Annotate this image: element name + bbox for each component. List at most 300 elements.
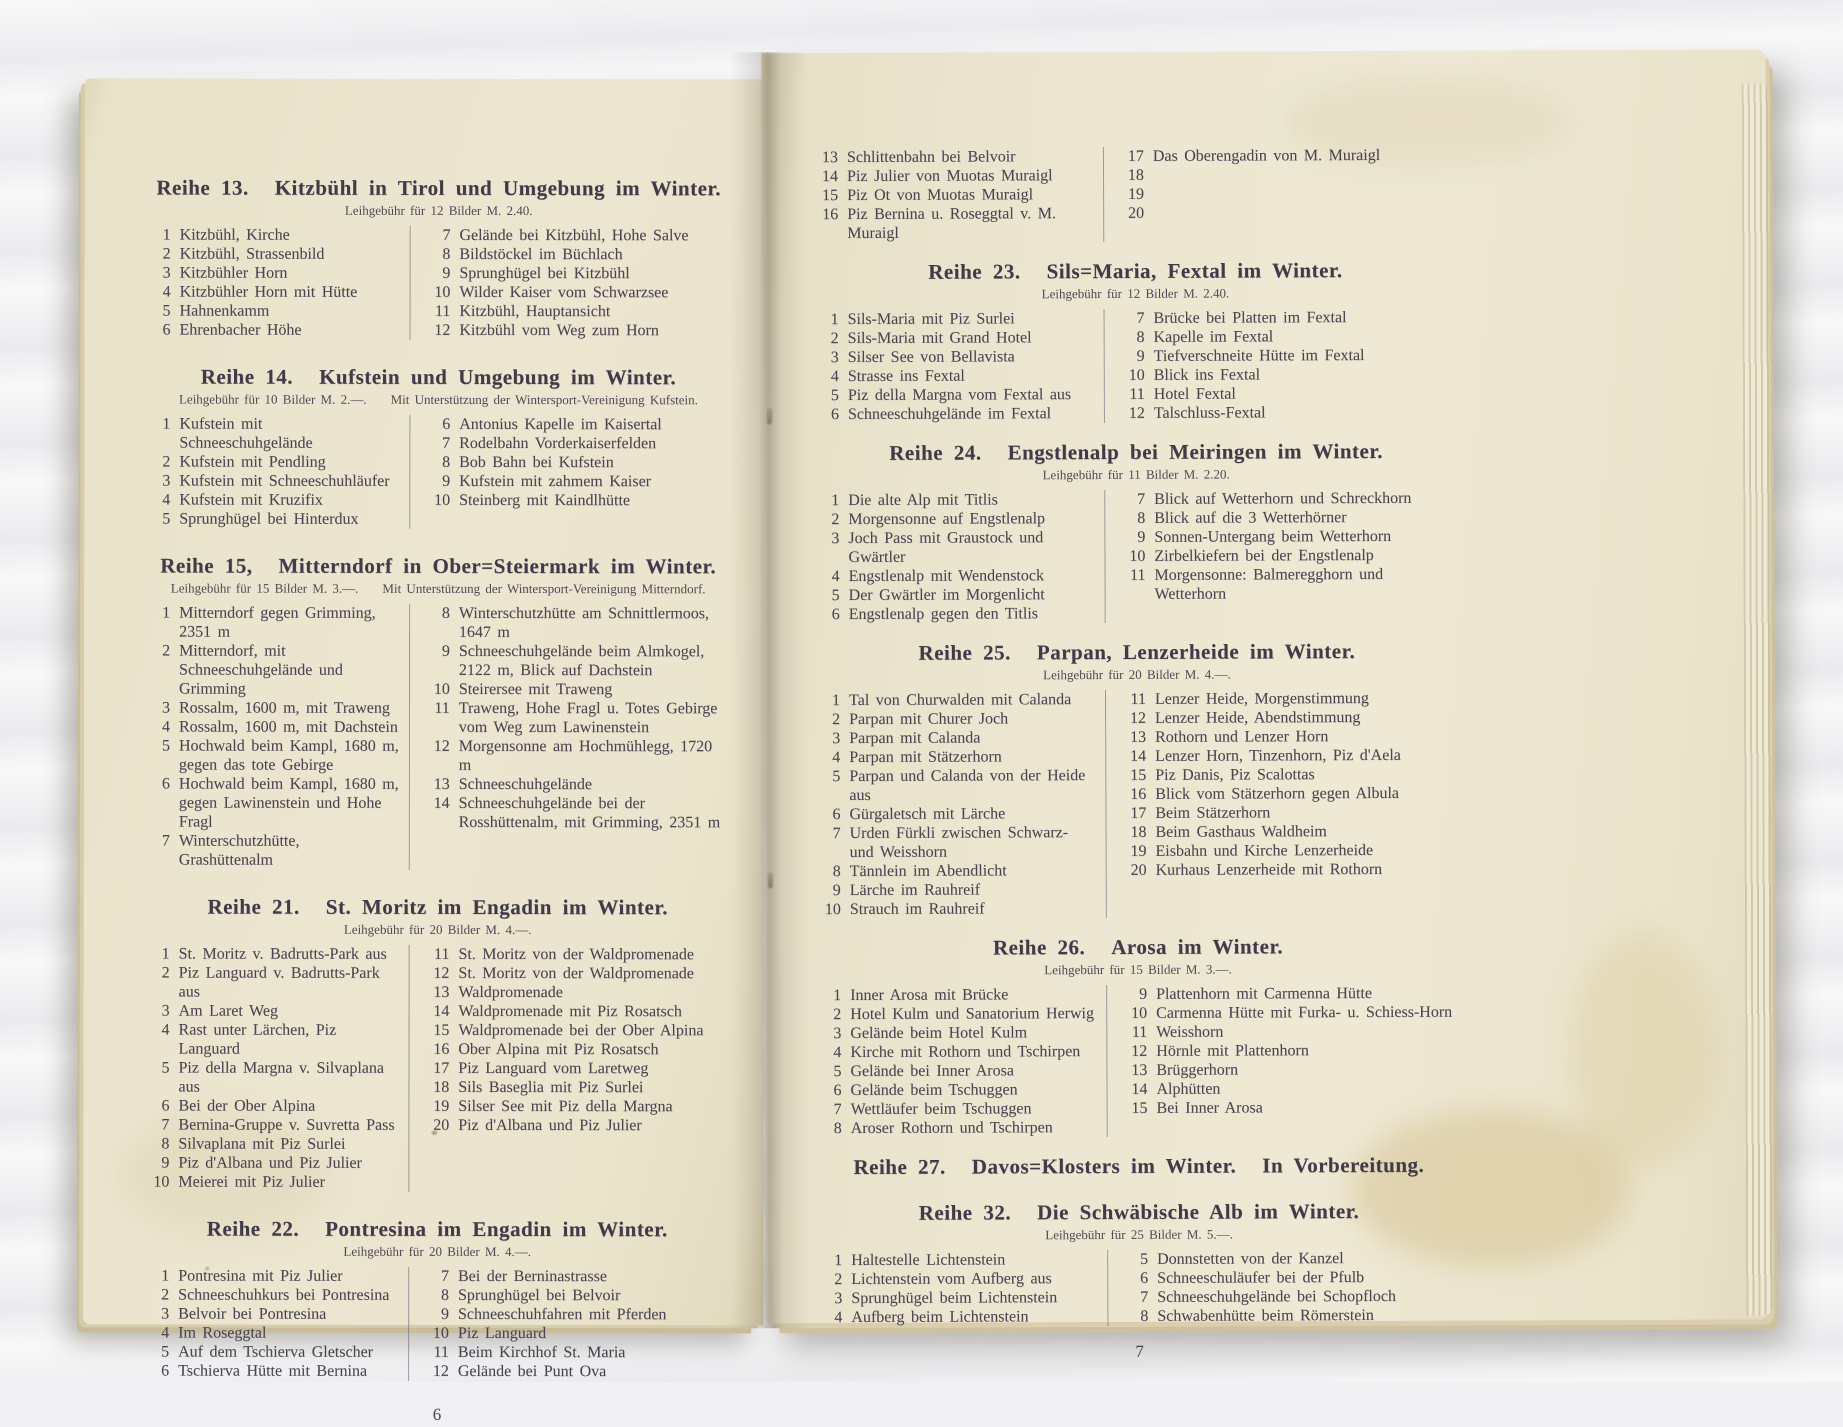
item-number: 9 [1136, 347, 1145, 365]
item-text: Silvaplana mit Piz Surlei [178, 1135, 346, 1153]
catalog-item [1123, 1003, 1459, 1023]
catalog-item [146, 944, 399, 963]
item-columns [815, 308, 1457, 424]
item-number: 11 [1130, 566, 1146, 584]
series-status: In Vorbereitung. [1262, 1152, 1425, 1178]
item-text: Kufstein mit Schneeschuhgelände [179, 415, 313, 452]
item-number: 11 [1129, 385, 1145, 403]
item-number: 3 [833, 1025, 842, 1043]
catalog-item [814, 204, 1093, 243]
item-number: 9 [442, 472, 451, 490]
item-number: 4 [161, 1324, 170, 1342]
item-number: 13 [433, 775, 450, 793]
series-fee-line [818, 1226, 1460, 1244]
item-column-2 [409, 604, 731, 870]
item-text: Schneeschuhgelände bei Schopfloch [1157, 1287, 1396, 1306]
series-number-label: Reihe 15, [160, 553, 253, 578]
series-heading [146, 552, 730, 579]
item-text: Tiefverschneite Hütte im Fextal [1153, 347, 1365, 365]
catalog-item [147, 320, 400, 339]
item-text: Rossalm, 1600 m, mit Traweng [178, 699, 390, 717]
item-number: 10 [434, 491, 451, 509]
item-number: 5 [833, 1063, 842, 1081]
item-text: Gelände beim Hotel Kulm [850, 1024, 1028, 1043]
item-text: Lichtenstein vom Aufberg aus [851, 1270, 1052, 1289]
catalog-item [1121, 546, 1457, 566]
item-column-1 [145, 944, 408, 1191]
catalog-item [425, 983, 729, 1002]
item-number: 15 [1130, 766, 1147, 784]
item-columns [146, 414, 730, 529]
catalog-item [425, 1267, 729, 1286]
item-number: 7 [161, 1116, 170, 1134]
item-number: 20 [1130, 861, 1147, 879]
item-text: St. Moritz v. Badrutts-Park aus [178, 945, 387, 963]
item-number: 2 [161, 964, 170, 982]
catalog-item [818, 1099, 1097, 1119]
item-text: Blick auf die 3 Wetterhörner [1154, 509, 1347, 527]
fee-text: Leihgebühr für 20 Bilder M. 4.—. [343, 1243, 532, 1260]
series-fee-line [817, 961, 1459, 979]
catalog-item [146, 603, 399, 641]
item-text: Wettläufer beim Tschuggen [850, 1100, 1032, 1119]
item-column-2 [409, 226, 730, 340]
item-text: Alphütten [1156, 1080, 1221, 1098]
item-column-2 [1103, 308, 1457, 423]
item-number: 20 [433, 1116, 450, 1134]
item-text: Parpan mit Calanda [849, 729, 981, 748]
catalog-item [816, 709, 1095, 729]
catalog-item [1121, 346, 1457, 366]
page-left-content [83, 78, 765, 1424]
item-text: Plattenhorn mit Carmenna Hütte [1156, 985, 1372, 1003]
item-text: Gelände bei Kitzbühl, Hohe Salve [459, 226, 689, 245]
item-text: Silser See von Bellavista [847, 348, 1015, 367]
catalog-item [146, 698, 399, 717]
item-number: 10 [1128, 366, 1145, 384]
item-number: 9 [1137, 528, 1146, 546]
item-text: Bei Inner Arosa [1156, 1099, 1263, 1117]
item-text: Carmenna Hütte mit Furka- u. Schiess-Horn [1156, 1003, 1453, 1022]
catalog-item [816, 747, 1095, 767]
catalog-item [1124, 1249, 1460, 1269]
item-number: 8 [441, 604, 450, 622]
series-26 [817, 933, 1460, 1138]
item-text: Antonius Kapelle im Kaisertal [459, 415, 662, 434]
series-22-continued [814, 146, 1456, 243]
fee-text: Leihgebühr für 11 Bilder M. 2.20. [1042, 466, 1230, 483]
item-text: Brücke bei Platten im Fextal [1153, 309, 1347, 327]
catalog-item [146, 490, 399, 509]
catalog-item [816, 585, 1095, 605]
catalog-item [818, 1250, 1097, 1270]
item-number: 10 [432, 1324, 449, 1342]
item-number: 2 [830, 330, 839, 348]
item-number: 17 [1127, 147, 1144, 165]
item-column-1 [816, 690, 1106, 919]
catalog-item [817, 1061, 1096, 1081]
item-number: 5 [831, 587, 840, 605]
series-fee-line [146, 391, 730, 408]
item-number: 12 [432, 1362, 449, 1380]
item-number: 7 [440, 1267, 450, 1285]
catalog-item [146, 509, 399, 528]
catalog-item [1122, 727, 1458, 747]
item-number: 17 [1130, 804, 1147, 822]
catalog-item [1121, 365, 1457, 385]
item-number: 11 [433, 1343, 449, 1361]
item-number: 1 [162, 604, 171, 622]
fee-text: Leihgebühr für 20 Bilder M. 4.—. [343, 921, 532, 938]
item-text: Bob Bahn bei Kufstein [459, 453, 614, 472]
item-number: 3 [162, 264, 171, 282]
item-number: 14 [1130, 747, 1147, 765]
item-number: 6 [161, 775, 170, 793]
catalog-item [1123, 1079, 1459, 1099]
item-number: 5 [162, 302, 171, 320]
item-text: Piz Languard vom Laretweg [458, 1059, 649, 1078]
series-number-label: Reihe 21. [207, 894, 300, 919]
item-column-1 [818, 1250, 1107, 1327]
item-text: Kufstein mit zahmem Kaiser [459, 472, 652, 491]
catalog-item [145, 1361, 398, 1380]
item-text [1153, 203, 1456, 223]
item-number: 4 [830, 368, 839, 386]
item-number: 11 [434, 699, 450, 717]
catalog-item [816, 804, 1095, 824]
catalog-item [815, 490, 1094, 510]
catalog-item [145, 1285, 398, 1304]
item-number: 5 [832, 768, 841, 786]
catalog-item [817, 985, 1096, 1005]
catalog-item [1122, 746, 1458, 766]
booklet [83, 51, 1769, 1424]
series-fee-line [815, 466, 1457, 484]
series-number-label: Reihe 24. [889, 440, 982, 465]
catalog-item [815, 509, 1094, 529]
item-text: Rossalm, 1600 m, mit Dachstein [178, 718, 398, 736]
catalog-item [426, 283, 730, 302]
item-text: Sils-Maria mit Grand Hotel [847, 329, 1032, 348]
item-number: 4 [161, 1021, 170, 1039]
item-number: 18 [1127, 166, 1144, 184]
fee-text: Leihgebühr für 25 Bilder M. 5.—. [1045, 1226, 1233, 1243]
item-number: 6 [1140, 1269, 1149, 1287]
series-fee-line [816, 666, 1458, 684]
item-number: 20 [1128, 204, 1145, 222]
series-title: Die Schwäbische Alb im Winter. [1037, 1199, 1360, 1225]
item-number: 3 [831, 530, 840, 548]
catalog-item [1123, 1060, 1459, 1080]
catalog-item [817, 899, 1096, 919]
item-number: 10 [153, 1173, 170, 1191]
catalog-item [426, 264, 730, 283]
series-fee-line [146, 921, 730, 938]
catalog-item [1120, 203, 1456, 223]
item-number: 4 [162, 283, 171, 301]
item-text: Piz d'Albana und Piz Julier [458, 1116, 642, 1135]
catalog-item [814, 185, 1093, 205]
item-text: Sonnen-Untergang beim Wetterhorn [1154, 527, 1392, 546]
item-number: 3 [161, 699, 171, 717]
item-number: 5 [1140, 1250, 1149, 1268]
item-number: 2 [832, 711, 841, 729]
catalog-item [146, 736, 399, 774]
item-text: Eisbahn und Kirche Lenzerheide [1155, 841, 1374, 860]
item-column-2 [1105, 689, 1459, 918]
item-number: 15 [822, 187, 839, 205]
catalog-item [426, 302, 730, 321]
item-text: Talschluss-Fextal [1153, 404, 1266, 422]
catalog-item [145, 1058, 398, 1096]
item-text: Gelände beim Tschuggen [850, 1081, 1018, 1100]
fee-text: Leihgebühr für 15 Bilder M. 3.—. [1044, 961, 1232, 978]
series-15 [146, 552, 730, 870]
series-22 [145, 1215, 729, 1381]
item-text: Donnstetten von der Kanzel [1157, 1250, 1344, 1268]
item-text: Rodelbahn Vorderkaiserfelden [459, 434, 657, 453]
catalog-item [1122, 841, 1458, 861]
item-number: 9 [440, 1305, 449, 1323]
item-number: 8 [1140, 1307, 1149, 1325]
catalog-item [147, 263, 400, 282]
item-number: 6 [161, 1097, 170, 1115]
catalog-item [145, 1153, 398, 1172]
catalog-item [426, 453, 730, 472]
item-number: 5 [161, 1343, 170, 1361]
catalog-item [425, 964, 729, 983]
item-text: Kirche mit Rothorn und Tschirpen [850, 1043, 1081, 1062]
catalog-item [815, 528, 1094, 567]
item-text: Kapelle im Fextal [1153, 328, 1274, 346]
series-heading [146, 893, 730, 920]
item-columns [145, 944, 729, 1192]
item-text: Parpan mit Stätzerhorn [849, 748, 1002, 767]
catalog-item [426, 794, 730, 832]
item-number: 7 [832, 825, 841, 843]
item-number: 16 [433, 1040, 450, 1058]
catalog-item [815, 404, 1094, 424]
series-heading [145, 1215, 729, 1242]
catalog-item [815, 328, 1094, 348]
item-number: 8 [440, 1286, 449, 1304]
item-columns [146, 603, 730, 870]
item-text: Schneeschuhkurs bei Pontresina [178, 1286, 390, 1304]
item-text: Tschierva Hütte mit Bernina [178, 1362, 368, 1380]
item-text: Piz Ot von Muotas Muraigl [847, 186, 1034, 205]
item-text: Brüggerhorn [1156, 1061, 1239, 1079]
series-title: Mitterndorf in Ober=Steiermark im Winter. [278, 553, 717, 579]
item-text: Hahnenkamm [179, 302, 270, 320]
catalog-item [145, 1172, 398, 1191]
item-text: Kitzbühler Horn [179, 264, 288, 282]
item-number: 2 [831, 511, 840, 529]
item-number: 11 [434, 945, 450, 963]
catalog-item [425, 1286, 729, 1305]
item-number: 9 [1139, 985, 1148, 1003]
item-number: 4 [831, 568, 840, 586]
item-number: 13 [433, 983, 450, 1001]
series-fee-line [147, 202, 731, 219]
catalog-item [426, 472, 730, 491]
item-text: Engstlenalp gegen den Titlis [848, 605, 1039, 624]
item-text: Beim Stätzerhorn [1155, 804, 1271, 822]
series-27 [818, 1152, 1460, 1180]
item-text: Auf dem Tschierva Gletscher [178, 1343, 374, 1361]
item-text: Parpan mit Churer Joch [849, 710, 1009, 729]
item-number: 14 [433, 794, 450, 812]
item-number: 6 [833, 1082, 842, 1100]
item-number: 7 [1137, 490, 1146, 508]
item-text: Piz Bernina u. Roseggtal v. M. Muraigl [847, 205, 1056, 243]
catalog-item [147, 282, 400, 301]
catalog-item [816, 566, 1095, 586]
item-column-2 [408, 945, 730, 1192]
page-number-right: 7 [1135, 1341, 1144, 1361]
item-text: Kurhaus Lenzerheide mit Rothorn [1155, 860, 1383, 879]
item-number: 14 [1131, 1080, 1148, 1098]
item-text: Bei der Berninastrasse [457, 1267, 607, 1286]
item-text: Piz Languard v. Badrutts-Park aus [178, 964, 380, 1001]
item-text: Waldpromenade bei der Ober Alpina [458, 1021, 704, 1040]
catalog-item [1122, 689, 1458, 709]
series-heading [818, 1198, 1460, 1226]
catalog-item [1123, 1041, 1459, 1061]
item-text: Kufstein mit Kruzifix [179, 491, 323, 509]
catalog-item [1124, 1287, 1460, 1307]
item-text: Steirersee mit Traweng [458, 680, 613, 699]
item-text: Ehrenbacher Höhe [179, 321, 302, 339]
item-column-2 [408, 1267, 729, 1381]
catalog-item [426, 699, 730, 737]
item-number: 8 [1136, 328, 1145, 346]
item-text: Kufstein mit Pendling [179, 453, 326, 471]
item-text: Weisshorn [1156, 1023, 1224, 1041]
item-text: Mitterndorf, mit Schneeschuhgelände und Grimming [179, 642, 343, 698]
item-text: Kitzbühler Horn mit Hütte [179, 283, 358, 301]
item-text: Mitterndorf gegen Grimming, 2351 m [179, 604, 376, 641]
catalog-item [426, 642, 730, 680]
series-number-label: Reihe 22. [206, 1216, 300, 1241]
left-sections [145, 174, 731, 1381]
item-number: 6 [162, 321, 171, 339]
item-text: Morgensonne auf Engstlenalp [848, 510, 1046, 529]
item-text: Pontresina mit Piz Julier [178, 1267, 343, 1285]
catalog-item [1122, 708, 1458, 728]
item-text: Schneeschuhgelände beim Almkogel, 2122 m, Blick auf Dachstein [458, 642, 705, 680]
series-24 [815, 438, 1458, 624]
item-number: 2 [162, 642, 171, 660]
series-21 [145, 893, 729, 1192]
item-text: Hotel Fextal [1153, 385, 1236, 403]
series-title: Kitzbühl in Tirol und Umgebung im Winter. [274, 175, 722, 201]
series-number-label: Reihe 23. [928, 259, 1021, 284]
item-text: Schneeschuhgelände im Fextal [847, 405, 1052, 424]
item-number: 12 [1131, 1042, 1148, 1060]
series-23 [814, 257, 1457, 424]
catalog-item [146, 1020, 399, 1058]
item-text: Im Roseggtal [178, 1324, 267, 1342]
page-right-content [762, 49, 1771, 1361]
item-text: Bildstöckel im Büchlach [459, 245, 623, 264]
item-text: Sprunghügel bei Belvoir [457, 1286, 621, 1305]
catalog-item [145, 1096, 398, 1115]
series-title: Pontresina im Engadin im Winter. [325, 1216, 668, 1242]
catalog-item [818, 1269, 1097, 1289]
item-number: 10 [434, 283, 451, 301]
item-text: Morgensonne: Balmeregghorn und Wetterhorn [1154, 565, 1384, 603]
item-text: Ober Alpina mit Piz Rosatsch [458, 1040, 659, 1059]
item-text: Aroser Rothorn und Tschirpen [850, 1119, 1053, 1138]
item-column-2 [1106, 984, 1460, 1137]
item-number: 7 [1136, 309, 1145, 327]
item-text: Traweng, Hohe Fragl u. Totes Gebirge vom Weg zum Lawinenstein [458, 699, 718, 737]
item-number: 2 [162, 245, 171, 263]
item-number: 10 [1131, 1004, 1148, 1022]
item-number: 8 [833, 1120, 842, 1138]
item-text: Lenzer Horn, Tinzenhorn, Piz d'Aela [1155, 746, 1401, 765]
catalog-item [817, 880, 1096, 900]
catalog-item [816, 690, 1095, 710]
item-column-2 [1103, 146, 1456, 242]
staple [768, 408, 772, 423]
catalog-item [1120, 146, 1456, 166]
item-text: Piz della Margna vom Fextal aus [847, 386, 1072, 405]
catalog-item [1122, 822, 1458, 842]
item-text: Beim Kirchhof St. Maria [457, 1343, 626, 1362]
item-text: Winterschutzhütte, Grashüttenalm [178, 832, 300, 869]
catalog-item [1120, 308, 1456, 328]
catalog-item [145, 1115, 398, 1134]
item-number: 1 [832, 692, 841, 710]
item-text: Sils-Maria mit Piz Surlei [847, 310, 1015, 329]
catalog-item [818, 1307, 1097, 1327]
fee-text: Leihgebühr für 10 Bilder M. 2.—. [178, 391, 367, 407]
series-heading [815, 438, 1457, 466]
catalog-item [1121, 565, 1457, 604]
catalog-item [425, 1324, 729, 1343]
item-number: 5 [161, 737, 170, 755]
item-text: Schneeschuhgelände bei der Rosshüttenalm, mit Grimming, 2351 m [458, 794, 721, 832]
catalog-item [147, 244, 400, 263]
item-number: 12 [434, 321, 451, 339]
item-text: Hochwald beim Kampl, 1680 m, gegen das tote Gebirge [178, 737, 399, 774]
series-number-label: Reihe 27. [853, 1154, 946, 1179]
item-number: 6 [830, 406, 839, 424]
item-number: 2 [162, 453, 171, 471]
catalog-item [818, 1080, 1097, 1100]
item-number: 5 [162, 510, 171, 528]
item-number: 14 [821, 168, 839, 186]
series-number-label: Reihe 26. [992, 935, 1086, 960]
item-text: Piz d'Albana und Piz Julier [178, 1154, 362, 1172]
item-number: 6 [442, 415, 451, 433]
item-columns [145, 1266, 729, 1381]
item-text: Gürgaletsch mit Lärche [849, 805, 1006, 824]
item-text: Silser See mit Piz della Margna [458, 1097, 673, 1116]
item-number: 6 [832, 806, 841, 824]
item-number: 3 [161, 1305, 170, 1323]
item-number: 4 [162, 491, 171, 509]
page-left [83, 78, 765, 1424]
support-note: Mit Unterstützung der Wintersport-Vereinigung Kufstein. [390, 391, 698, 408]
item-number: 10 [433, 680, 450, 698]
item-text: Gelände bei Punt Ova [457, 1362, 607, 1381]
item-text: Sprunghügel beim Lichtenstein [851, 1289, 1058, 1308]
series-25 [816, 638, 1459, 919]
item-columns [147, 225, 731, 340]
staple [768, 872, 772, 887]
